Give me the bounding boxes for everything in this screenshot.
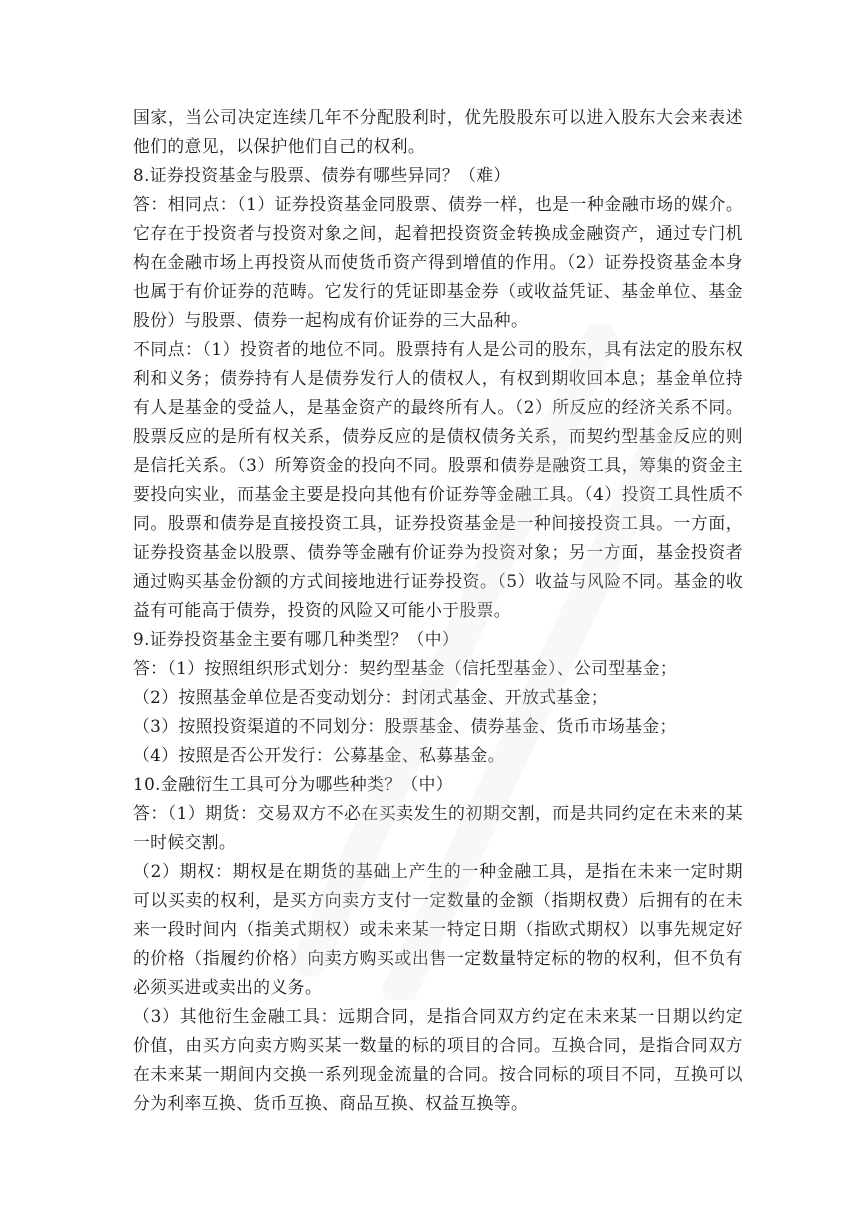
question-8: 8.证券投资基金与股票、债券有哪些异同？（难）	[133, 165, 511, 185]
answer-10-futures: 答：（1）期货：交易双方不必在买卖发生的初期交割，而是共同约定在未来的某一时候交割。	[133, 803, 743, 852]
answer-9-item-2: （2）按照基金单位是否变动划分：封闭式基金、开放式基金；	[133, 687, 608, 707]
document-body	[133, 103, 743, 1118]
question-10: 10.金融衍生工具可分为哪些种类？（中）	[133, 774, 453, 794]
answer-8-differences: 不同点：（1）投资者的地位不同。股票持有人是公司的股东，具有法定的股东权利和义务；债券持有人是债券发行人的债权人，有权到期收回本息；基金单位持有人是基金的受益人，是基金资产的最终所有人。（2）所反应的经济关系不同。股票反应的是所有权关系，债券反应的是债权债务关系，而契约型基金反应的则是信托关系。（3）所筹资金的投向不同。股票和债券是融资工具，筹集的资金主要投向实业，而基金主要是投向其他有价证券等金融工具。（4）投资工具性质不同。股票和债券是直接投资工具，证券投资基金是一种间接投资工具。一方面，证券投资基金以股票、债券等金融有价证券为投资对象；另一方面，基金投资者通过购买基金份额的方式间接地进行证券投资。（5）收益与风险不同。基金的收益有可能高于债券，投资的风险又可能小于股票。	[133, 339, 743, 620]
answer-10-options: （2）期权：期权是在期货的基础上产生的一种金融工具，是指在未来一定时期可以买卖的权利，是买方向卖方支付一定数量的金额（指期权费）后拥有的在未来一段时间内（指美式期权）或未来某一特定日期（指欧式期权）以事先规定好的价格（指履约价格）向卖方购买或出售一定数量特定标的物的权利，但不负有必须买进或卖出的义务。	[133, 861, 743, 997]
question-9: 9.证券投资基金主要有哪几种类型？（中）	[133, 629, 460, 649]
answer-8-similarities: 答：相同点：（1）证券投资基金同股票、债券一样，也是一种金融市场的媒介。它存在于投资者与投资对象之间，起着把投资资金转换成金融资产，通过专门机构在金融市场上再投资从而使货币资产得到增值的作用。（2）证券投资基金本身也属于有价证券的范畴。它发行的凭证即基金券（或收益凭证、基金单位、基金股份）与股票、债券一起构成有价证券的三大品种。	[133, 194, 743, 330]
answer-9-item-4: （4）按照是否公开发行：公募基金、私募基金。	[133, 745, 505, 765]
continued-paragraph: 国家，当公司决定连续几年不分配股利时，优先股股东可以进入股东大会来表述他们的意见，以保护他们自己的权利。	[133, 107, 743, 156]
answer-10-other-derivatives: （3）其他衍生金融工具：远期合同，是指合同双方约定在未来某一日期以约定价值，由买方向卖方购买某一数量的标的项目的合同。互换合同，是指合同双方在未来某一期间内交换一系列现金流量的合同。按合同标的项目不同，互换可以分为利率互换、货币互换、商品互换、权益互换等。	[133, 1006, 743, 1113]
answer-9-item-3: （3）按照投资渠道的不同划分：股票基金、债券基金、货币市场基金；	[133, 716, 677, 736]
answer-9-item-1: 答：（1）按照组织形式划分：契约型基金（信托型基金）、公司型基金；	[133, 658, 678, 678]
